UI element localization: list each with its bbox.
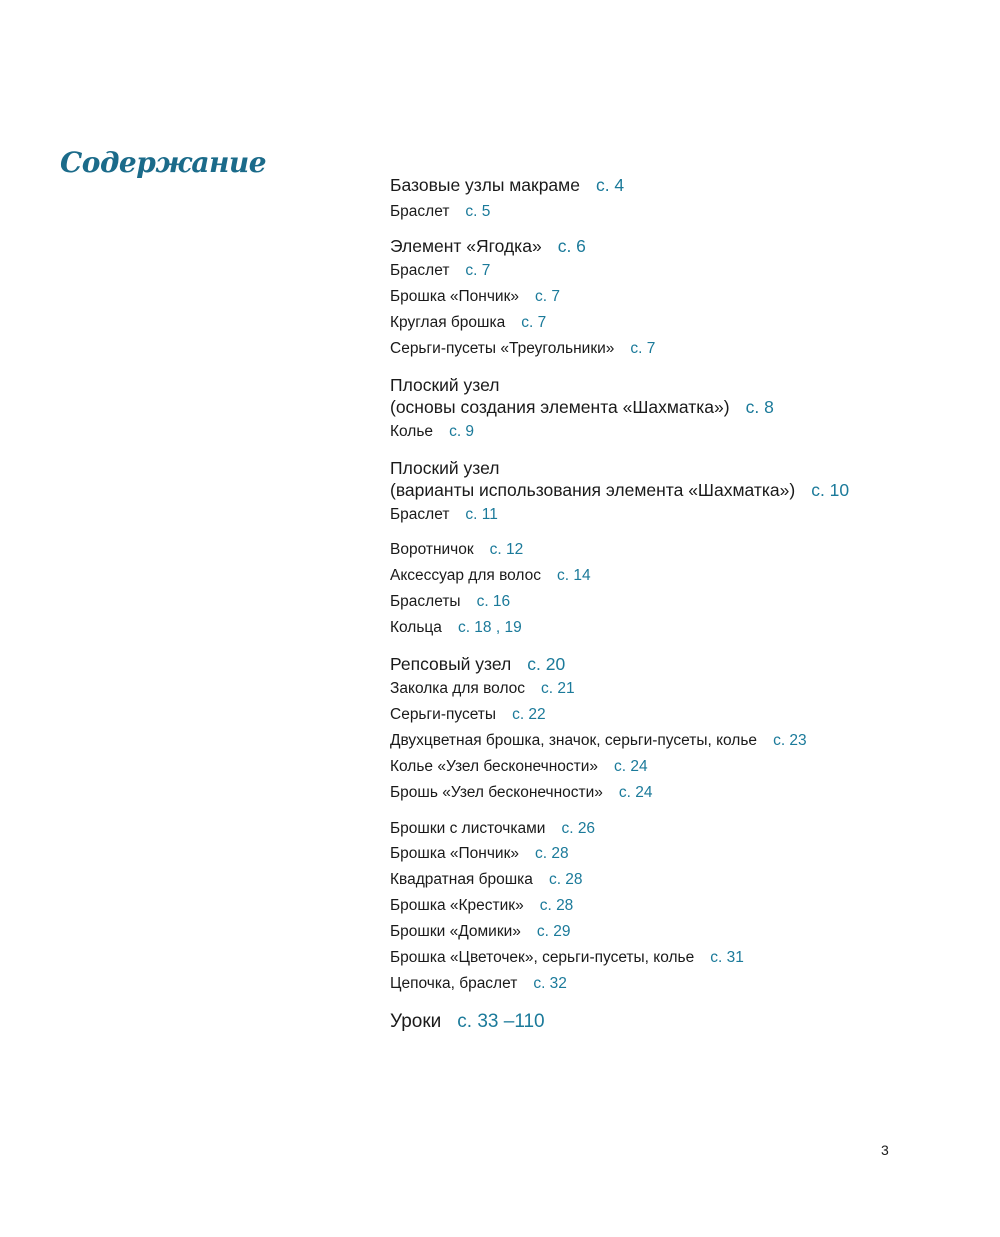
toc-entry-page: с. 22 [512, 706, 546, 723]
toc-entry-page: с. 28 [548, 871, 583, 888]
toc-entry [390, 203, 490, 222]
toc-entry [390, 680, 575, 699]
toc-entry-label: Браслет [390, 262, 450, 279]
toc-entry-page: с. 7 [465, 262, 491, 279]
toc-entry-label: Плоский узел [390, 458, 500, 478]
toc-entry [390, 593, 510, 612]
toc-entry-page: с. 16 [476, 593, 511, 610]
toc-entry [390, 480, 849, 501]
toc-entry-page: с. 14 [557, 567, 591, 584]
toc-entry-page: с. 20 [527, 654, 566, 674]
toc-entry-label: Репсовый узел [390, 654, 512, 674]
toc-entry-page: с. 18 , 19 [457, 619, 522, 636]
toc-entry-label: Брошки «Домики» [390, 923, 521, 940]
toc-entry-label: Брошка «Пончик» [390, 288, 519, 305]
toc-entry-label: (варианты использования элемента «Шахматка») [390, 480, 796, 500]
toc-entry-label: Элемент «Ягодка» [390, 236, 542, 256]
toc-entry-page: с. 7 [521, 314, 547, 331]
toc-entry-label: Браслет [390, 506, 450, 523]
toc-entry-page: с. 33 –110 [457, 1011, 545, 1032]
toc-entry-label: Брошки с листочками [390, 820, 546, 837]
toc-entry [390, 820, 595, 839]
toc-entry-label: (основы создания элемента «Шахматка») [390, 397, 730, 417]
toc-entry-label: Серьги-пусеты [390, 706, 497, 723]
toc-entry-label: Кольца [390, 619, 442, 636]
toc-entry-page: с. 28 [534, 845, 569, 862]
toc-entry [390, 784, 653, 803]
toc-entry-label: Круглая брошка [390, 314, 506, 331]
toc-entry-page: с. 4 [595, 175, 625, 195]
toc-entry [390, 732, 807, 751]
toc-entry-page: с. 7 [630, 340, 656, 357]
toc-entry-label: Плоский узел [390, 375, 500, 395]
toc-entry [390, 340, 655, 359]
toc-entry [390, 654, 565, 675]
toc-entry [390, 845, 569, 864]
toc-title: Содержание [60, 146, 267, 179]
toc-entry [390, 175, 624, 196]
toc-entry-page: с. 24 [618, 784, 653, 801]
toc-entry-page: с. 5 [465, 203, 491, 220]
toc-entry-page: с. 7 [534, 288, 560, 305]
toc-entry [390, 923, 571, 942]
toc-entry-page: с. 11 [465, 506, 498, 523]
toc-entry-page: с. 26 [561, 820, 596, 837]
toc-entry-page: с. 24 [614, 758, 648, 775]
toc-entry-label: Брошка «Крестик» [390, 897, 524, 914]
toc-entry-label: Заколка для волос [390, 680, 526, 697]
toc-entry-page: с. 6 [557, 236, 586, 256]
toc-entry [390, 375, 499, 396]
toc-entry [390, 314, 546, 333]
toc-entry-page: с. 12 [489, 541, 524, 558]
toc-list [390, 0, 950, 1100]
toc-entry-page: с. 9 [449, 423, 475, 440]
toc-entry-label: Двухцветная брошка, значок, серьги-пусеты, колье [390, 732, 758, 749]
toc-entry-label: Брошь «Узел бесконечности» [390, 784, 603, 801]
toc-entry [390, 897, 573, 916]
toc-entry-page: с. 8 [745, 397, 774, 417]
toc-entry-label: Браслет [390, 203, 450, 220]
toc-entry [390, 423, 474, 442]
toc-entry [390, 706, 546, 725]
toc-entry [390, 397, 774, 418]
toc-entry-label: Аксессуар для волос [390, 567, 542, 584]
toc-entry-label: Воротничок [390, 541, 474, 558]
toc-entry-page: с. 28 [539, 897, 574, 914]
toc-entry [390, 1011, 545, 1034]
toc-entry-page: с. 21 [541, 680, 575, 697]
toc-entry [390, 619, 522, 638]
toc-entry-label: Брошка «Цветочек», серьги-пусеты, колье [390, 949, 695, 966]
toc-entry [390, 236, 586, 257]
toc-entry-label: Базовые узлы макраме [390, 175, 580, 195]
toc-entry-label: Серьги-пусеты «Треугольники» [390, 340, 615, 357]
toc-entry-label: Браслеты [390, 593, 461, 610]
toc-entry-label: Колье «Узел бесконечности» [390, 758, 599, 775]
toc-entry [390, 458, 499, 479]
toc-entry-label: Брошка «Пончик» [390, 845, 519, 862]
toc-entry [390, 541, 523, 560]
toc-entry-page: с. 23 [773, 732, 807, 749]
toc-entry-page: с. 32 [533, 975, 567, 992]
toc-entry [390, 975, 567, 994]
toc-entry [390, 288, 560, 307]
toc-entry-label: Цепочка, браслет [390, 975, 518, 992]
toc-entry-label: Квадратная брошка [390, 871, 533, 888]
toc-entry [390, 949, 744, 968]
toc-entry-label: Колье [390, 423, 434, 440]
toc-entry [390, 506, 498, 525]
toc-entry [390, 871, 583, 890]
toc-entry-page: с. 10 [811, 480, 850, 500]
toc-entry [390, 262, 490, 281]
toc-entry [390, 758, 648, 777]
toc-entry-label: Уроки [390, 1011, 442, 1032]
toc-entry [390, 567, 591, 586]
toc-entry-page: с. 29 [536, 923, 571, 940]
page-number: 3 [881, 1142, 889, 1158]
toc-entry-page: с. 31 [710, 949, 744, 966]
